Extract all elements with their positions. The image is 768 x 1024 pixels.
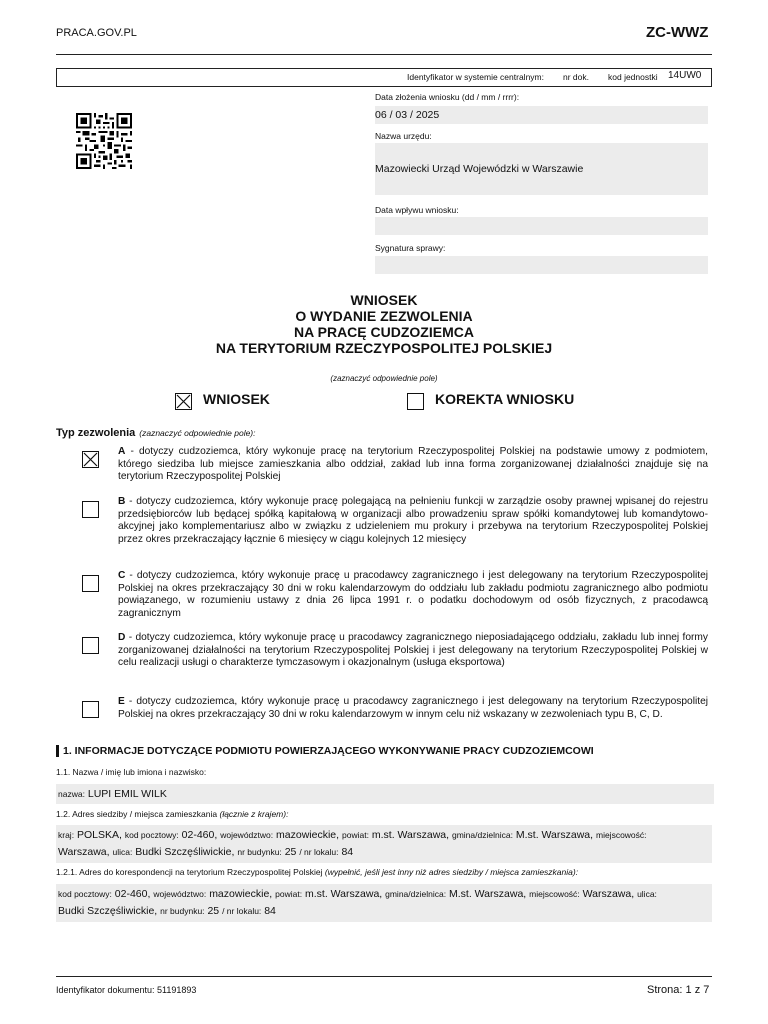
office-name-label: Nazwa urzędu: <box>375 131 432 141</box>
title-line: O WYDANIE ZEZWOLENIA <box>295 308 473 324</box>
name-field[interactable] <box>56 784 714 804</box>
type-a-checkbox[interactable] <box>82 451 99 468</box>
type-text: - dotyczy cudzoziemca, który wykonuje pracę u pracodawcy zagranicznego i jest delegowany na terytorium Rzeczypospolitej Polskiej na okres przekraczający 30 dni w roku kalendarzowym do oddziału lub zakładu podmiotu zagranicznego albo podmiotu powiązanego, w rozumieniu ustawy z dnia 26 lipca 1991 r. o podatku dochodowym od osób fizycznych, z pracodawcą zagranicznym <box>118 570 708 619</box>
address-label: 1.2. Adres siedziby / miejsca zamieszkania (łącznie z krajem): <box>56 809 289 819</box>
type-text: - dotyczy cudzoziemca, który wykonuje pracę polegającą na pełnieniu funkcji w zarządzie osoby prawnej wpisanej do rejestru przedsiębiorców lub będącej spółką kapitałową w organizacji albo prowadzeniu spraw spółki komandytowej lub komandytowo-akcyjnej jako komplementariusz albo w związku z udzieleniem mu prokury i przebywa na terytorium Rzeczypospolitej Polskiej przez okres przekraczający łącznie 6 miesięcy w ciągu kolejnych 12 miesięcy <box>118 496 708 545</box>
type-text: - dotyczy cudzoziemca, który wykonuje pracę u pracodawcy zagranicznego i jest delegowany na terytorium Rzeczypospolitej Polskiej na okres przekraczający 30 dni w roku kalendarzowym w innym celu niż wskazany w zezwoleniach typu B, C, D. <box>118 696 708 720</box>
unit-code-label: kod jednostki <box>608 72 658 82</box>
type-d-description <box>118 632 708 670</box>
name-prefix: nazwa: <box>58 789 85 799</box>
type-a-description <box>118 446 708 484</box>
type-b-checkbox[interactable] <box>82 501 99 518</box>
document-id: Identyfikator dokumentu: 51191893 <box>56 985 197 995</box>
submission-date-label: Data złożenia wniosku (dd / mm / rrrr): <box>375 92 520 102</box>
form-code: ZC-WWZ <box>646 24 709 41</box>
permit-type-label: Typ zezwolenia <box>56 427 136 439</box>
submission-date-field[interactable] <box>375 106 708 124</box>
case-signature-field[interactable] <box>375 256 708 274</box>
type-b-description <box>118 496 708 546</box>
page-number: Strona: 1 z 7 <box>647 984 710 996</box>
received-date-label: Data wpływu wniosku: <box>375 205 459 215</box>
type-e-checkbox[interactable] <box>82 701 99 718</box>
permit-type-hint: (zaznaczyć odpowiednie pole): <box>139 428 256 438</box>
central-id-box <box>56 68 712 87</box>
type-d-checkbox[interactable] <box>82 637 99 654</box>
address-field[interactable]: kraj: POLSKA, kod pocztowy: 02-460, województwo: mazowieckie, powiat: m.st. Warszawa, gmina/dzielnica: M.st. Warszawa, miejscowość: Warszawa, ulica: Budki Szczęśliwickie, nr budynku: 25 / nr lokalu: 84 <box>56 825 712 863</box>
submission-date-value: 06 / 03 / 2025 <box>375 109 440 121</box>
type-letter: E <box>118 696 125 707</box>
type-text: - dotyczy cudzoziemca, który wykonuje pracę na terytorium Rzeczypospolitej Polskiej na podstawie umowy z podmiotem, którego siedziba lub miejsce zamieszkania albo oddział, zakład lub inna forma zorganizowanej działalności znajduje się na terytorium Rzeczypospolitej Polskiej <box>118 446 708 482</box>
correction-checkbox[interactable] <box>407 393 424 410</box>
type-c-description <box>118 570 708 620</box>
header-divider <box>56 54 712 55</box>
section-1-heading: 1. INFORMACJE DOTYCZĄCE PODMIOTU POWIERZAJĄCEGO WYKONYWANIE PRACY CUDZOZIEMCOWI <box>63 745 594 757</box>
mark-hint: (zaznaczyć odpowiednie pole) <box>330 374 438 383</box>
title-line: NA PRACĘ CUDZOZIEMCA <box>294 324 474 340</box>
correspondence-field[interactable]: kod pocztowy: 02-460, województwo: mazowieckie, powiat: m.st. Warszawa, gmina/dzielnica: M.st. Warszawa, miejscowość: Warszawa, ulica: Budki Szczęśliwickie, nr budynku: 25 / nr lokalu: 84 <box>56 884 712 922</box>
type-text: - dotyczy cudzoziemca, który wykonuje pracę u pracodawcy zagranicznego nieposiadającego oddziału, zakładu lub innej formy zorganizowanej działalności na terytorium Rzeczypospolitej Polskiej i jest delegowany na terytorium Rzeczypospolitej Polskiej w celu realizacji usługi o charakterze tymczasowym i okazjonalnym (usługa eksportowa) <box>118 632 708 668</box>
document-title <box>56 292 712 356</box>
type-letter: C <box>118 570 126 581</box>
unit-code-value: 14UW0 <box>668 70 702 81</box>
office-name-field[interactable] <box>375 143 708 195</box>
correspondence-label: 1.2.1. Adres do korespondencji na terytorium Rzeczypospolitej Polskiej (wypełnić, jeśli jest inny niż adres siedziby / miejsca zamieszkania): <box>56 867 579 877</box>
type-letter: A <box>118 446 126 457</box>
title-line: NA TERYTORIUM RZECZYPOSPOLITEJ POLSKIEJ <box>215 340 553 356</box>
type-letter: D <box>118 632 126 643</box>
permit-type-heading <box>56 427 256 439</box>
office-name-value: Mazowiecki Urząd Wojewódzki w Warszawie <box>375 163 584 175</box>
qr-code <box>76 113 132 169</box>
wniosek-label: WNIOSEK <box>203 391 270 407</box>
nr-dok-label: nr dok. <box>563 72 589 82</box>
type-letter: B <box>118 496 126 507</box>
type-e-description <box>118 696 708 721</box>
central-id-label: Identyfikator w systemie centralnym: <box>407 72 544 82</box>
name-label: 1.1. Nazwa / imię lub imiona i nazwisko: <box>56 767 207 777</box>
type-c-checkbox[interactable] <box>82 575 99 592</box>
correction-label: KOREKTA WNIOSKU <box>435 391 575 407</box>
wniosek-checkbox[interactable] <box>175 393 192 410</box>
received-date-field[interactable] <box>375 217 708 235</box>
title-line: WNIOSEK <box>350 292 418 308</box>
section-marker <box>56 745 59 757</box>
name-value: LUPI EMIL WILK <box>87 788 167 800</box>
case-signature-label: Sygnatura sprawy: <box>375 243 446 253</box>
site-name: PRACA.GOV.PL <box>56 27 137 39</box>
footer-divider <box>56 976 712 977</box>
